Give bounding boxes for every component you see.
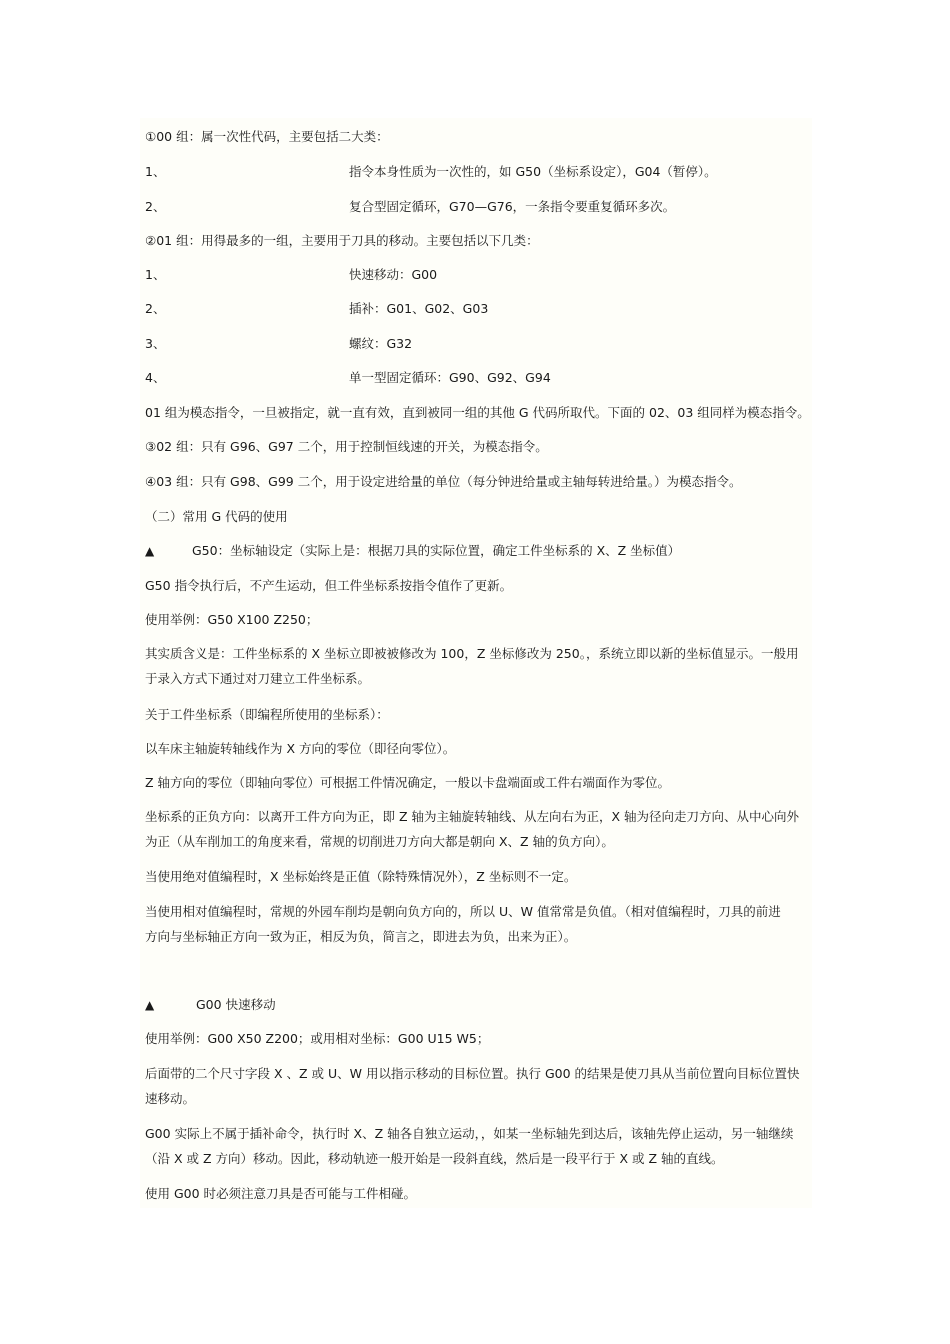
- list-item-text: 复合型固定循环，G70—G76，一条指令要重复循环多次。: [349, 199, 676, 214]
- paragraph: G50 指令执行后，不产生运动，但工件坐标系按指令值作了更新。: [145, 578, 513, 593]
- list-item-number: 4、: [145, 370, 166, 385]
- group-03-paragraph: ④03 组：只有 G98、G99 二个，用于设定进给量的单位（每分钟进给量或主轴每转进给量。）为模态指令。: [145, 474, 742, 489]
- g00-heading: G00 快速移动: [196, 997, 276, 1012]
- paragraph: 当使用相对值编程时，常规的外园车削均是朝向负方向的，所以 U、W 值常常是负值。（相对值编程时，刀具的前进: [145, 904, 781, 919]
- paragraph: 关于工件坐标系（即编程所使用的坐标系）：: [145, 707, 389, 722]
- paragraph-continuation: 于录入方式下通过对刀建立工件坐标系。: [145, 671, 371, 686]
- paragraph: 其实质含义是：工件坐标系的 X 坐标立即被被修改为 100，Z 坐标修改为 250。，系统立即以新的坐标值显示。一般用: [145, 646, 799, 661]
- section-heading: （二）常用 G 代码的使用: [145, 509, 288, 524]
- paragraph: 以车床主轴旋转轴线作为 X 方向的零位（即径向零位）。: [145, 741, 456, 756]
- list-item-text: 快速移动：G00: [349, 267, 438, 282]
- list-item-text: 螺纹：G32: [349, 336, 413, 351]
- list-item-number: 3、: [145, 336, 166, 351]
- paragraph: Z 轴方向的零位（即轴向零位）可根据工件情况确定，一般以卡盘端面或工件右端面作为零位。: [145, 775, 671, 790]
- triangle-bullet-icon: ▲: [145, 544, 155, 558]
- paragraph-continuation: 方向与坐标轴正方向一致为正，相反为负，简言之，即进去为负，出来为正）。: [145, 929, 577, 944]
- list-item-text: 指令本身性质为一次性的，如 G50（坐标系设定），G04（暂停）。: [349, 164, 717, 179]
- example-line: 使用举例：G00 X50 Z200；或用相对坐标：G00 U15 W5；: [145, 1031, 490, 1046]
- group-00-heading: ①00 组：属一次性代码，主要包括二大类：: [145, 129, 389, 144]
- list-item-text: 单一型固定循环：G90、G92、G94: [349, 370, 551, 385]
- list-item-number: 2、: [145, 199, 166, 214]
- paragraph-continuation: 为正（从车削加工的角度来看，常规的切削进刀方向大都是朝向 X、Z 轴的负方向）。: [145, 834, 614, 849]
- paragraph-continuation: （沿 X 或 Z 方向）移动。因此，移动轨迹一般开始是一段斜直线，然后是一段平行于 X 或 Z 轴的直线。: [145, 1151, 724, 1166]
- list-item-number: 2、: [145, 301, 166, 316]
- paragraph: 后面带的二个尺寸字段 X 、Z 或 U、W 用以指示移动的目标位置。执行 G00 的结果是使刀具从当前位置向目标位置快: [145, 1066, 800, 1081]
- example-line: 使用举例：G50 X100 Z250；: [145, 612, 319, 627]
- group-02-paragraph: ③02 组：只有 G96、G97 二个，用于控制恒线速的开关，为模态指令。: [145, 439, 548, 454]
- list-item-number: 1、: [145, 267, 166, 282]
- paragraph: 01 组为模态指令，一旦被指定，就一直有效，直到被同一组的其他 G 代码所取代。下面的 02、03 组同样为模态指令。: [145, 405, 810, 420]
- g50-heading: G50：坐标轴设定（实际上是：根据刀具的实际位置，确定工件坐标系的 X、Z 坐标值）: [192, 543, 681, 558]
- paragraph-continuation: 速移动。: [145, 1091, 196, 1106]
- paragraph: 使用 G00 时必须注意刀具是否可能与工件相碰。: [145, 1186, 417, 1201]
- group-01-heading: ②01 组：用得最多的一组，主要用于刀具的移动。主要包括以下几类：: [145, 233, 539, 248]
- triangle-bullet-icon: ▲: [145, 998, 155, 1012]
- list-item-text: 插补：G01、G02、G03: [349, 301, 489, 316]
- paragraph: G00 实际上不属于插补命令，执行时 X、Z 轴各自独立运动，，如某一坐标轴先到达后，该轴先停止运动，另一轴继续: [145, 1126, 794, 1141]
- list-item-number: 1、: [145, 164, 166, 179]
- paragraph: 坐标系的正负方向：以离开工件方向为正，即 Z 轴为主轴旋转轴线、从左向右为正，X 轴为径向走刀方向、从中心向外: [145, 809, 800, 824]
- paragraph: 当使用绝对值编程时，X 坐标始终是正值（除特殊情况外），Z 坐标则不一定。: [145, 869, 577, 884]
